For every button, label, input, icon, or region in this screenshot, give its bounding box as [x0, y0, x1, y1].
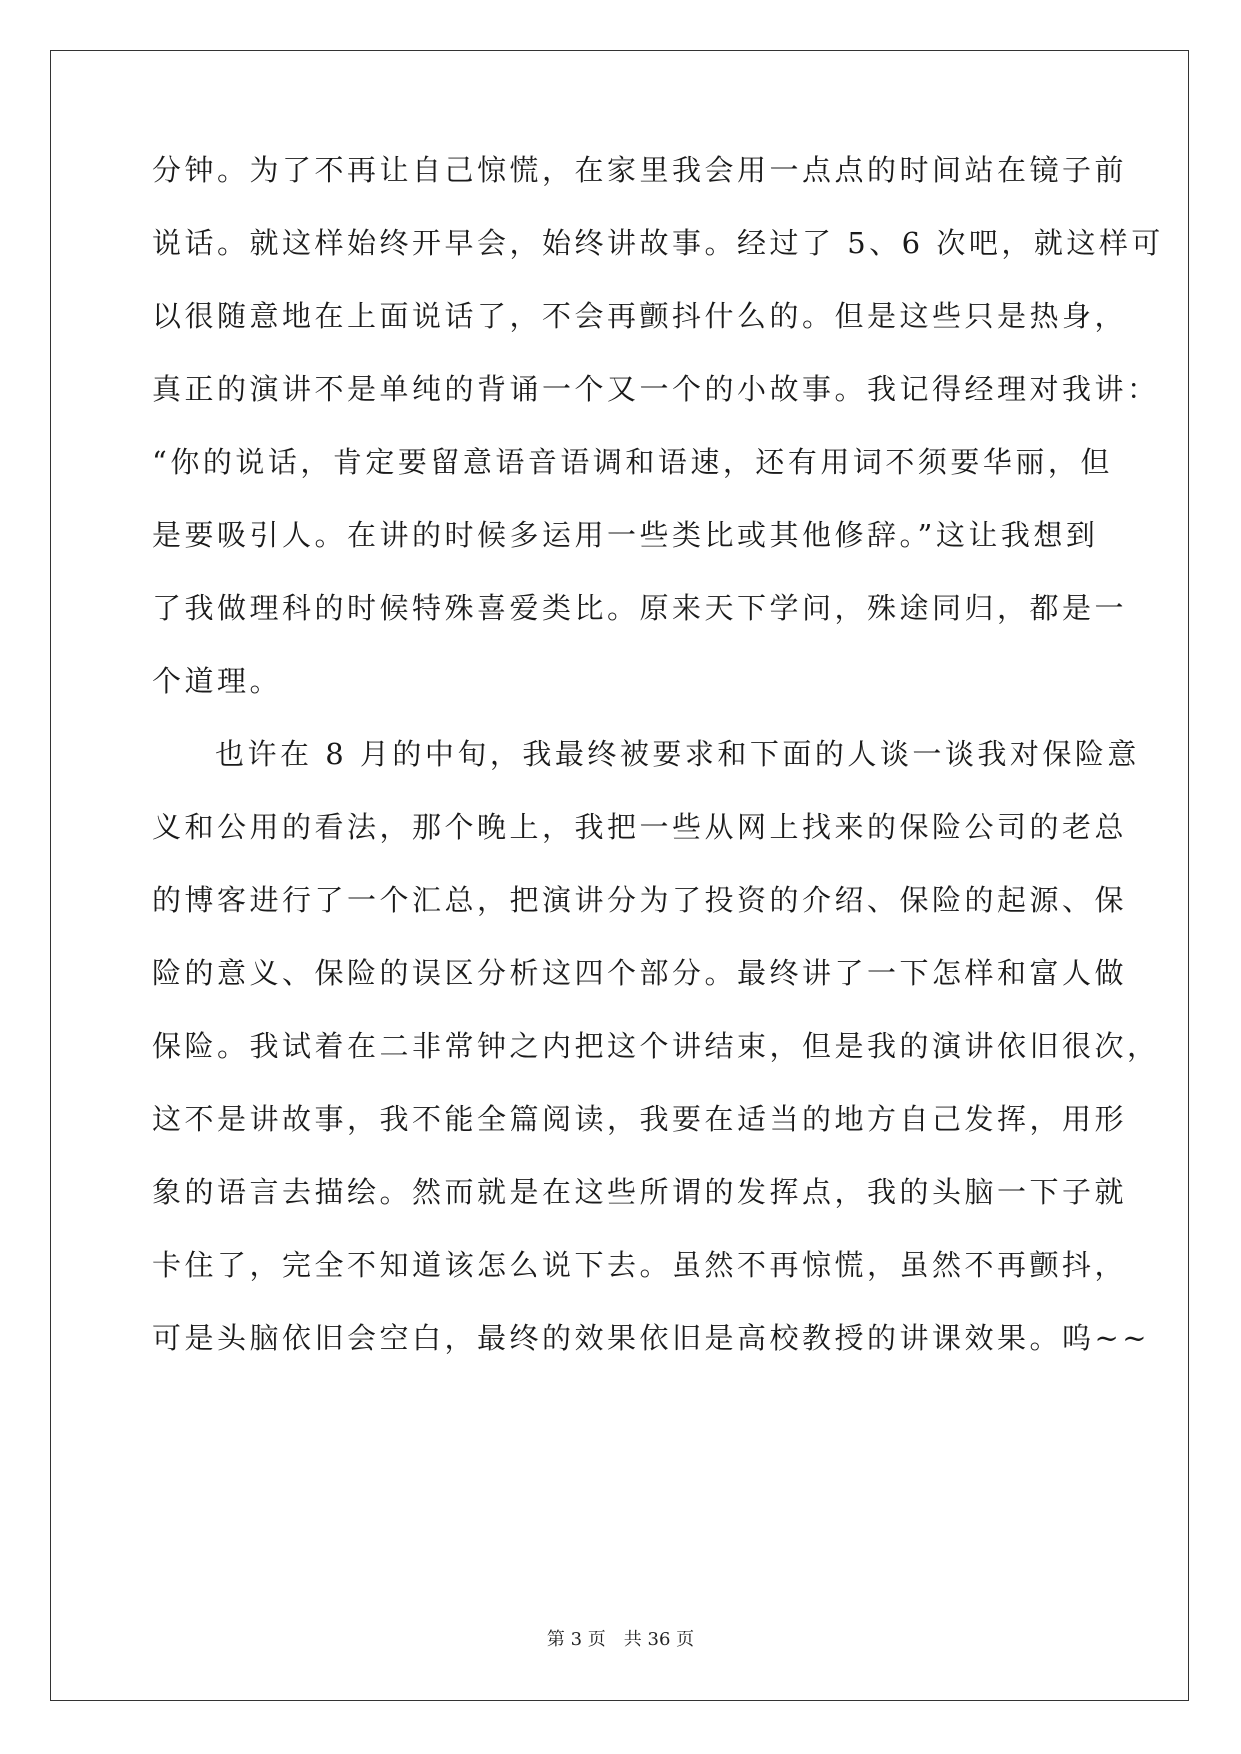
paragraph-2-line-5: 保险。我试着在二非常钟之内把这个讲结束，但是我的演讲依旧很次， [152, 1029, 1160, 1063]
paragraph-2-line-2: 义和公用的看法，那个晚上，我把一些从网上找来的保险公司的老总 [152, 810, 1128, 844]
paragraph-2-line-4: 险的意义、保险的误区分析这四个部分。最终讲了一下怎样和富人做 [152, 956, 1128, 990]
paragraph-1-line-3: 以很随意地在上面说话了，不会再颤抖什么的。但是这些只是热身， [152, 299, 1128, 333]
paragraph-1-line-1: 分钟。为了不再让自己惊慌，在家里我会用一点点的时间站在镜子前 [152, 153, 1128, 187]
paragraph-1-line-7: 了我做理科的时候特殊喜爱类比。原来天下学问，殊途同归，都是一 [152, 591, 1128, 625]
paragraph-2-line-3: 的博客进行了一个汇总，把演讲分为了投资的介绍、保险的起源、保 [152, 883, 1128, 917]
page-footer [0, 1628, 1241, 1652]
paragraph-2-line-6: 这不是讲故事，我不能全篇阅读，我要在适当的地方自己发挥，用形 [152, 1102, 1128, 1136]
paragraph-1-line-2: 说话。就这样始终开早会，始终讲故事。经过了 5、6 次吧，就这样可 [152, 226, 1164, 260]
paragraph-2-line-7: 象的语言去描绘。然而就是在这些所谓的发挥点，我的头脑一下子就 [152, 1175, 1128, 1209]
paragraph-2-line-1: 也许在 8 月的中旬，我最终被要求和下面的人谈一谈我对保险意 [215, 737, 1140, 771]
current-page-label: 第 3 页 [546, 1629, 606, 1650]
paragraph-1-line-5: “你的说话，肯定要留意语音语调和语速，还有用词不须要华丽，但 [152, 445, 1113, 479]
paragraph-1-line-8: 个道理。 [152, 664, 283, 698]
paragraph-2-line-8: 卡住了，完全不知道该怎么说下去。虽然不再惊慌，虽然不再颤抖， [152, 1248, 1128, 1282]
total-pages-label: 共 36 页 [623, 1629, 695, 1650]
paragraph-2-line-9: 可是头脑依旧会空白，最终的效果依旧是高校教授的讲课效果。呜~~ [152, 1321, 1151, 1355]
paragraph-1-line-4: 真正的演讲不是单纯的背诵一个又一个的小故事。我记得经理对我讲： [152, 372, 1160, 406]
paragraph-1-line-6: 是要吸引人。在讲的时候多运用一些类比或其他修辞。”这让我想到 [152, 518, 1099, 552]
